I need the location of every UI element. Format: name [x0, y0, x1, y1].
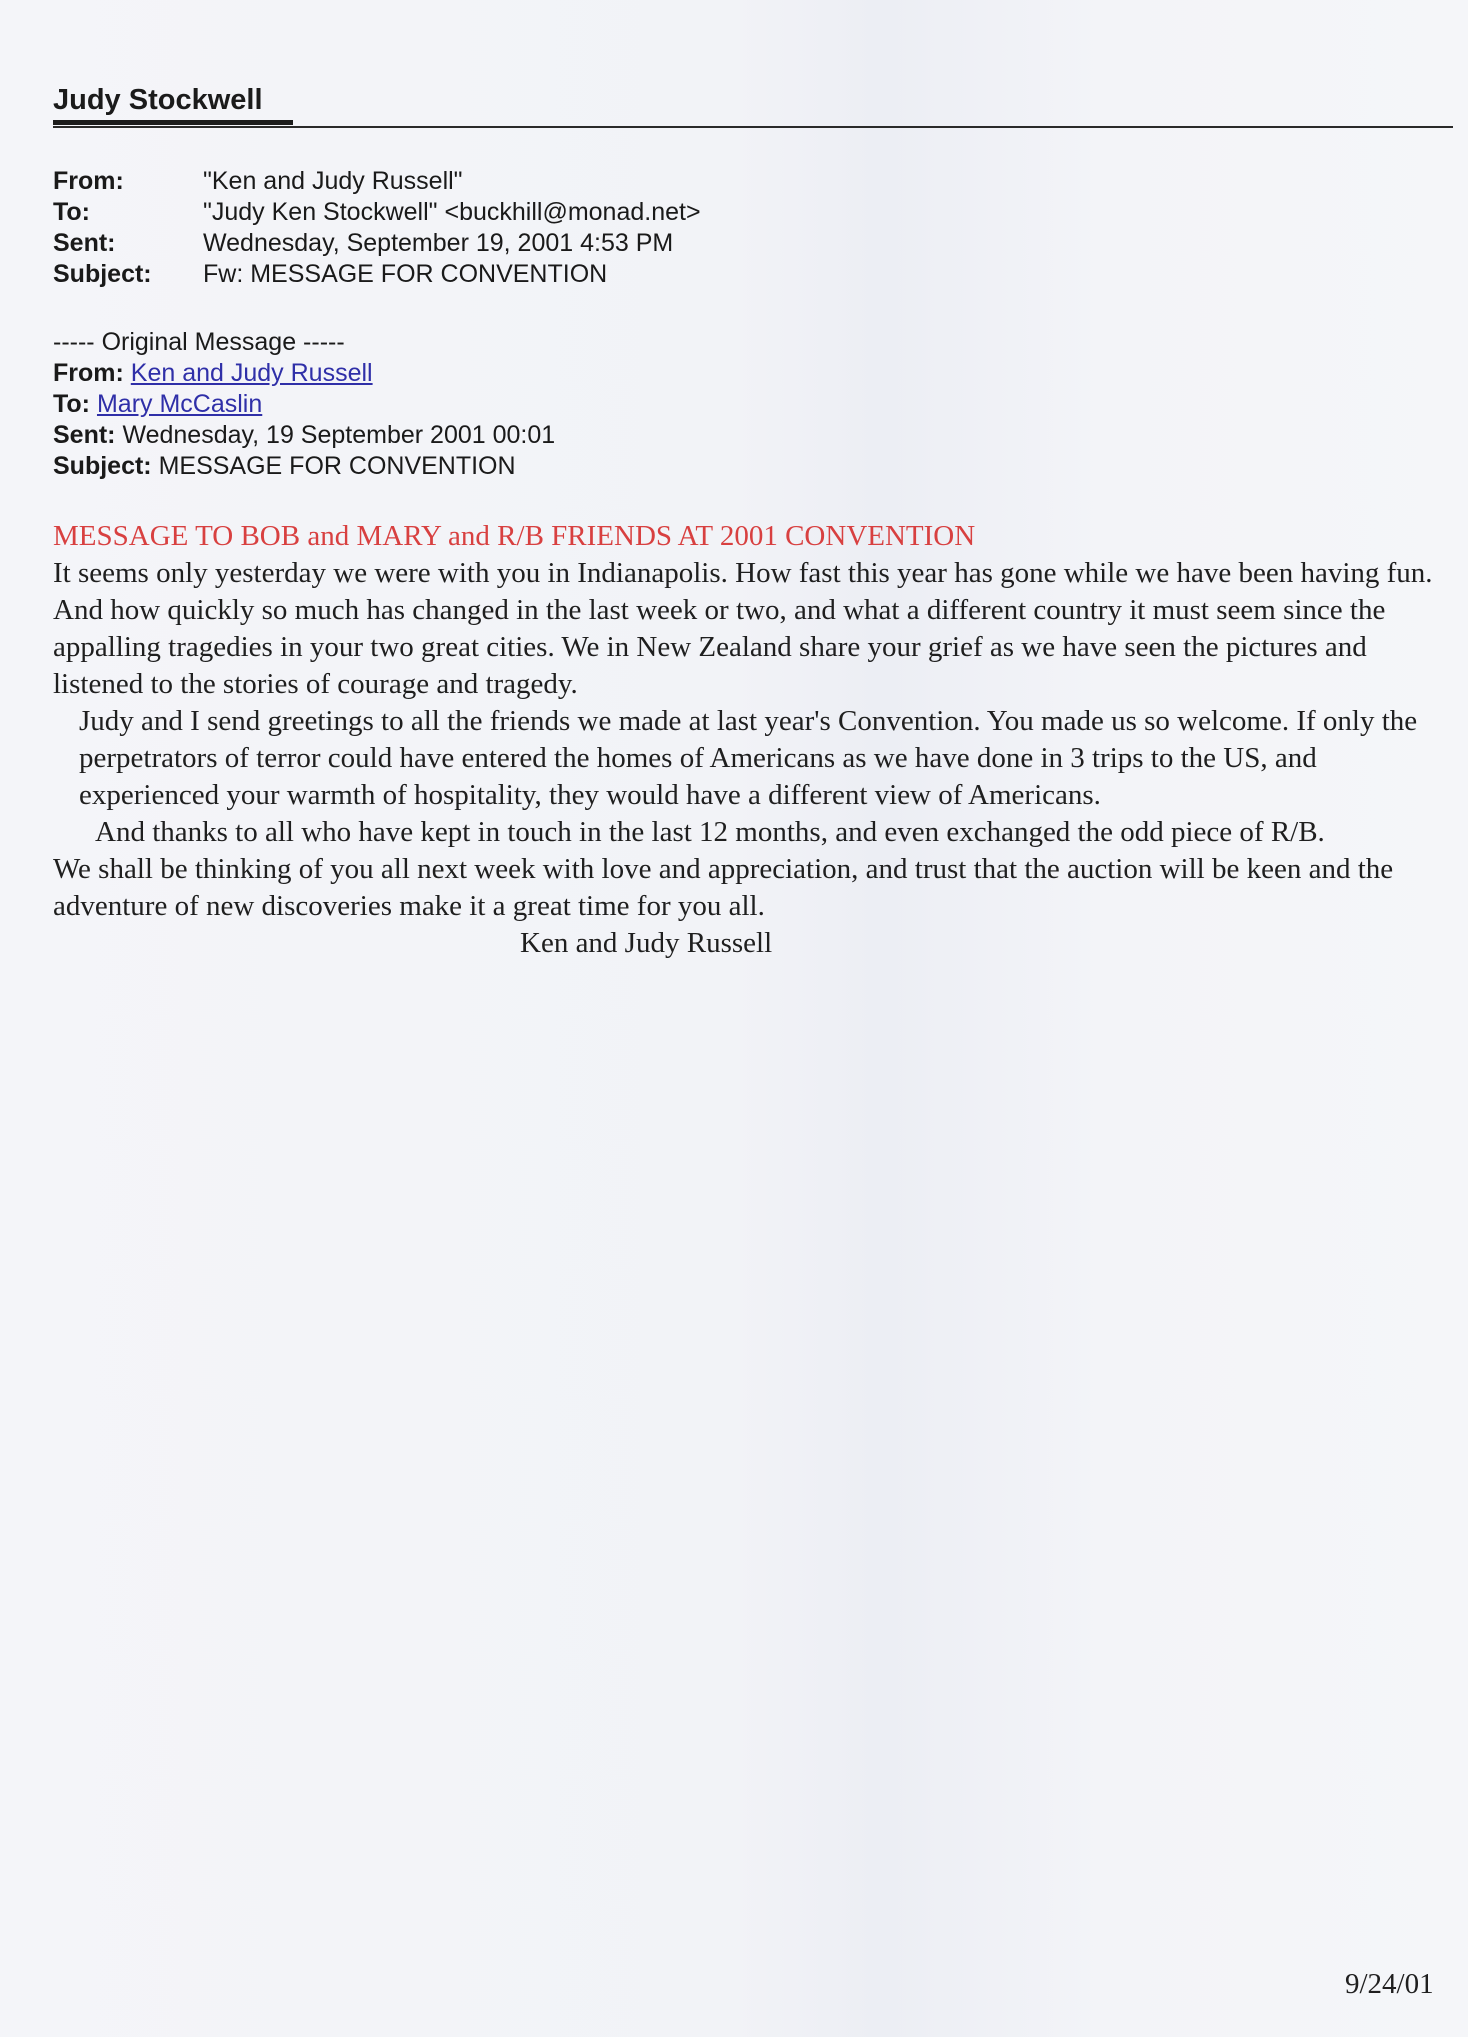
- original-from-label: From:: [53, 359, 124, 387]
- message-title: MESSAGE TO BOB and MARY and R/B FRIENDS AT 2001 CONVENTION: [53, 520, 976, 552]
- original-sent-row: [53, 420, 555, 451]
- forward-to-row: [53, 197, 701, 228]
- original-sent-value: Wednesday, 19 September 2001 00:01: [122, 421, 556, 449]
- message-body: [53, 518, 1453, 962]
- message-signature: Ken and Judy Russell: [520, 927, 773, 959]
- original-from-link[interactable]: Ken and Judy Russell: [130, 359, 373, 387]
- message-paragraph-1: It seems only yesterday we were with you in Indianapolis. How fast this year has gone while we have been having fun. And how quickly so much has changed in the last week or two, and what a different country it must seem since the appalling tragedies in your two great cities. We in New Zealand share your grief as we have seen the pictures and listened to the stories of courage and tragedy.: [53, 557, 1433, 700]
- sent-value: Wednesday, September 19, 2001 4:53 PM: [203, 229, 674, 257]
- header-divider: [53, 126, 1453, 128]
- owner-underline: [53, 120, 293, 125]
- message-paragraph-3: And thanks to all who have kept in touch in the last 12 months, and even exchanged the odd piece of R/B.: [95, 816, 1325, 848]
- from-label: From:: [53, 167, 124, 195]
- forward-header: [53, 166, 701, 290]
- forward-sent-row: [53, 228, 701, 259]
- forward-from-row: [53, 166, 701, 197]
- from-value: "Ken and Judy Russell": [203, 167, 463, 195]
- original-subject-value: MESSAGE FOR CONVENTION: [158, 452, 516, 480]
- print-header: [53, 84, 1453, 123]
- owner-name: Judy Stockwell: [53, 84, 263, 116]
- to-value: "Judy Ken Stockwell" <buckhill@monad.net>: [203, 198, 701, 226]
- original-to-label: To:: [53, 390, 91, 418]
- message-paragraph-4: We shall be thinking of you all next week with love and appreciation, and trust that the auction will be keen and the adventure of new discoveries make it a great time for you all.: [53, 853, 1394, 922]
- original-to-link[interactable]: Mary McCaslin: [96, 390, 263, 418]
- original-subject-row: [53, 451, 555, 482]
- sent-label: Sent:: [53, 229, 116, 257]
- subject-label: Subject:: [53, 260, 152, 288]
- original-message-header: [53, 327, 555, 482]
- original-subject-label: Subject:: [53, 452, 152, 480]
- original-from-row: [53, 358, 555, 389]
- handwritten-date: 9/24/01: [1345, 1968, 1434, 2000]
- to-label: To:: [53, 198, 91, 226]
- original-sent-label: Sent:: [53, 421, 116, 449]
- subject-value: Fw: MESSAGE FOR CONVENTION: [203, 260, 608, 288]
- original-to-row: [53, 389, 555, 420]
- original-separator: ----- Original Message -----: [53, 328, 345, 356]
- message-paragraph-2: Judy and I send greetings to all the friends we made at last year's Convention. You made us so welcome. If only the perpetrators of terror could have entered the homes of Americans as we have done in 3 trips to the US, and experienced your warmth of hospitality, they would have a different view of Americans.: [79, 705, 1418, 811]
- forward-subject-row: [53, 259, 701, 290]
